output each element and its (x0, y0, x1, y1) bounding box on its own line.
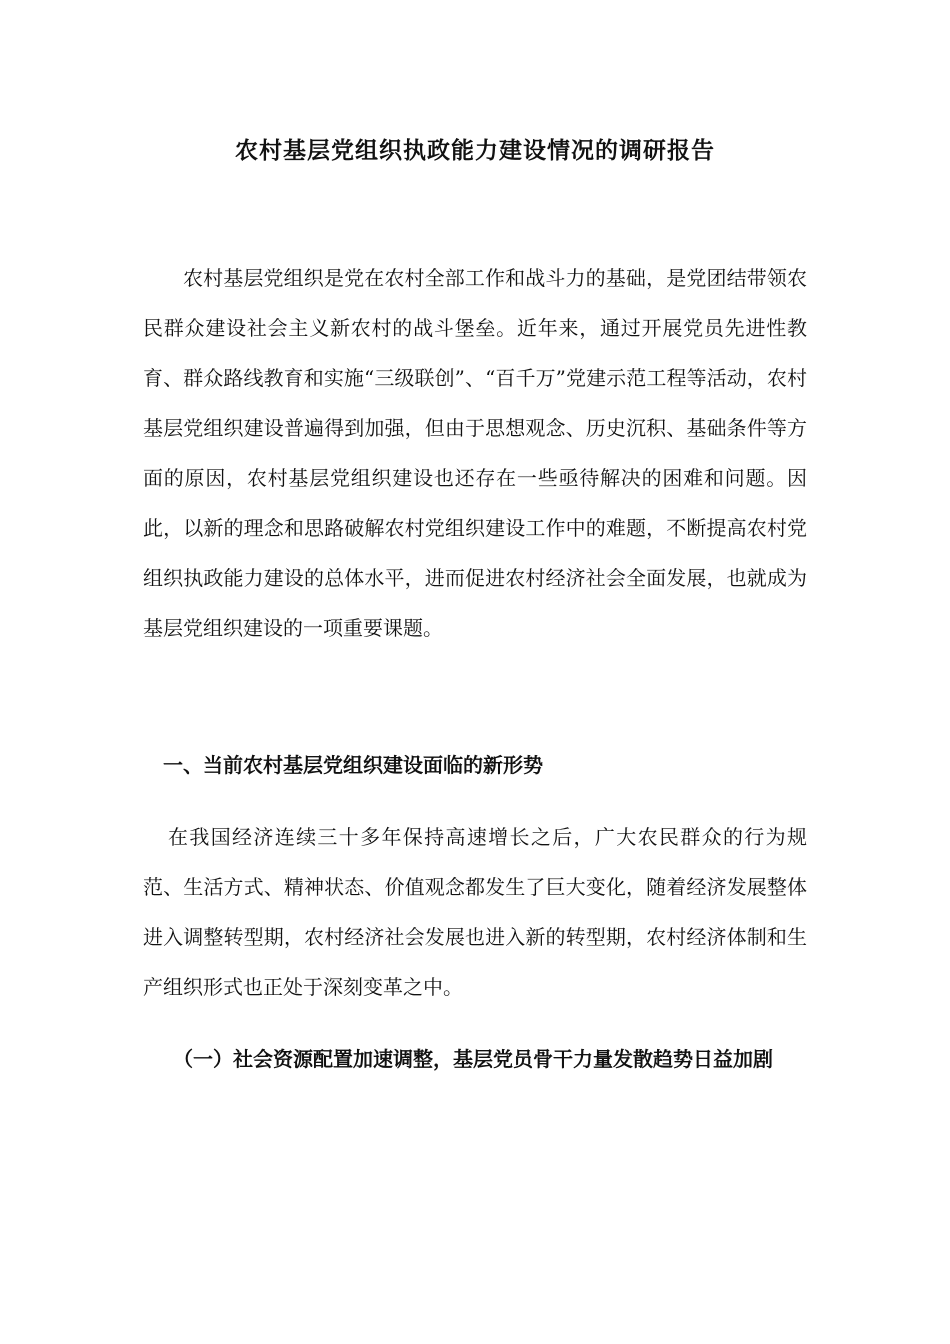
intro-paragraph: 农村基层党组织是党在农村全部工作和战斗力的基础，是党团结带领农民群众建设社会主义新农村的战斗堡垒。近年来，通过开展党员先进性教育、群众路线教育和实施“三级联创”、“百千万”党建示范工程等活动，农村基层党组织建设普遍得到加强，但由于思想观念、历史沉积、基础条件等方面的原因，农村基层党组织建设也还存在一些亟待解决的困难和问题。因此，以新的理念和思路破解农村党组织建设工作中的难题，不断提高农村党组织执政能力建设的总体水平，进而促进农村经济社会全面发展，也就成为基层党组织建设的一项重要课题。 (143, 266, 807, 640)
section-heading-1: 一、当前农村基层党组织建设面临的新形势 (163, 753, 543, 777)
subsection-heading-1: （一）社会资源配置加速调整，基层党员骨干力量发散趋势日益加剧 (173, 1047, 773, 1071)
section-1-paragraph: 在我国经济连续三十多年保持高速增长之后，广大农民群众的行为规范、生活方式、精神状态、价值观念都发生了巨大变化，随着经济发展整体进入调整转型期，农村经济社会发展也进入新的转型期，农村经济体制和生产组织形式也正处于深刻变革之中。 (143, 825, 807, 999)
document-title: 农村基层党组织执政能力建设情况的调研报告 (235, 138, 715, 164)
